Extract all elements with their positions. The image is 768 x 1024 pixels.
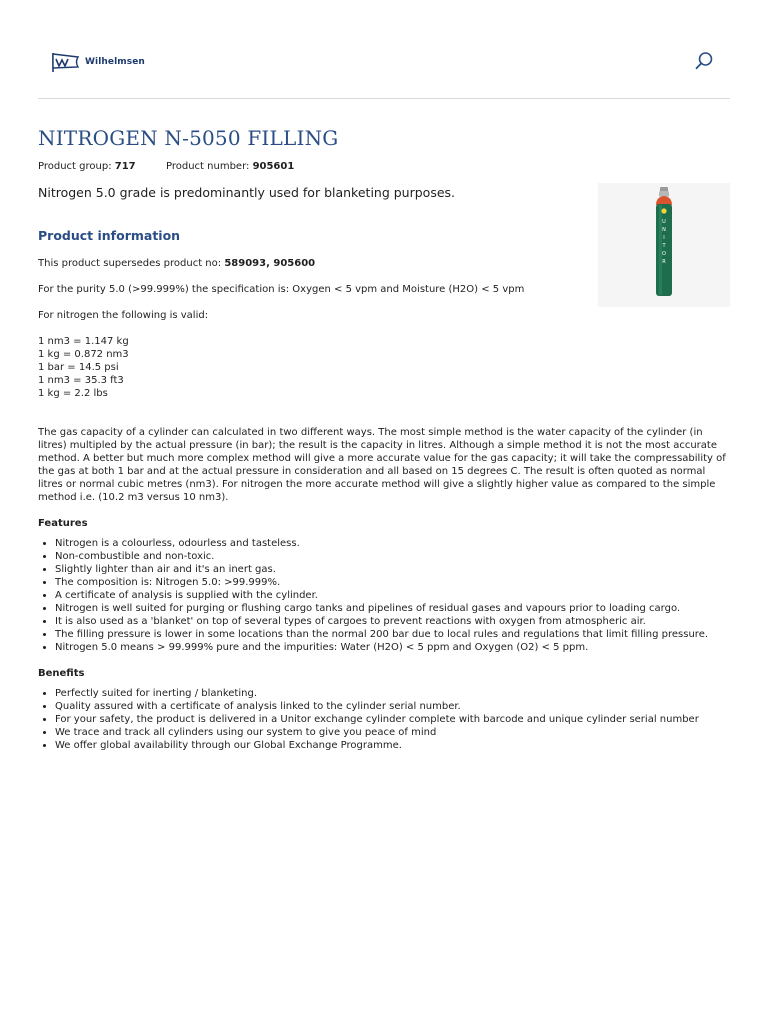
product-group-value: 717 (114, 161, 136, 172)
supersedes-label: This product supersedes product no: (38, 258, 222, 269)
list-item: • We offer global availability through our Global Exchange Programme. (55, 739, 730, 752)
valid-intro: For nitrogen the following is valid: (38, 310, 209, 321)
wilhelmsen-flag-icon (51, 51, 81, 73)
list-item: • Nitrogen 5.0 means > 99.999% pure and the impurities: Water (H2O) < 5 ppm and Oxygen (O2) < 5 ppm. (55, 641, 730, 654)
page-title: NITROGEN N-5050 FILLING (38, 126, 339, 150)
supersedes-value: 589093, 905600 (224, 258, 316, 269)
conversion-line: 1 kg = 0.872 nm3 (38, 349, 129, 360)
product-group-label: Product group: (38, 161, 112, 172)
list-item: • Nitrogen is a colourless, odourless and tasteless. (55, 537, 730, 550)
svg-text:R: R (662, 259, 666, 265)
svg-text:I: I (663, 235, 665, 241)
list-item: • Slightly lighter than air and it's an inert gas. (55, 563, 730, 576)
list-item: • We trace and track all cylinders using our system to give you peace of mind (55, 726, 730, 739)
conversion-line: 1 nm3 = 1.147 kg (38, 336, 129, 347)
wilhelmsen-logo[interactable] (51, 50, 145, 74)
benefits-list (38, 687, 730, 752)
capacity-paragraph: The gas capacity of a cylinder can calculated in two different ways. The most simple method is the water capacity of the cylinder (in litres) multipled by the actual pressure (in bar); the result is the capacity in litres. Although a simple method it is not the most accurate method. A better but much more complex method will give a more accurate value for the gas capacity; it will take the compressability of the gas at both 1 bar and at the actual pressure in consideration and all based on 15 degrees C. The result is often quoted as normal litres or normal cubic metres (nm3). For nitrogen the more accurate method will give a slightly higher value as compared to the simple method i.e. (10.2 m3 versus 10 nm3). (38, 427, 726, 503)
svg-text:N: N (662, 227, 666, 233)
list-item: • Quality assured with a certificate of analysis linked to the cylinder serial number. (55, 700, 730, 713)
logo-text: Wilhelmsen (85, 57, 145, 67)
search-icon (694, 51, 714, 71)
product-number-label: Product number: (166, 161, 250, 172)
list-item: • For your safety, the product is delivered in a Unitor exchange cylinder complete with barcode and unique cylinder serial number (55, 713, 730, 726)
list-item: • Nitrogen is well suited for purging or flushing cargo tanks and pipelines of residual gases and vapours prior to loading cargo. (55, 602, 730, 615)
list-item: • Non-combustible and non-toxic. (55, 550, 730, 563)
site-header (38, 44, 730, 99)
product-content (38, 257, 730, 752)
svg-text:U: U (662, 219, 666, 225)
benefits-heading: Benefits (38, 668, 85, 679)
svg-text:T: T (662, 243, 666, 249)
features-list (38, 537, 730, 654)
conversion-line: 1 kg = 2.2 lbs (38, 388, 108, 399)
product-intro: Nitrogen 5.0 grade is predominantly used for blanketing purposes. (38, 185, 456, 200)
product-meta (38, 161, 294, 172)
list-item: • The filling pressure is lower in some locations than the normal 200 bar due to local rules and regulations that limit filling pressure. (55, 628, 730, 641)
search-button[interactable] (694, 51, 714, 71)
conversion-line: 1 bar = 14.5 psi (38, 362, 119, 373)
supersedes-line (38, 257, 730, 270)
svg-text:O: O (662, 251, 666, 257)
list-item: • Perfectly suited for inerting / blanketing. (55, 687, 730, 700)
purity-spec: For the purity 5.0 (>99.999%) the specification is: Oxygen < 5 vpm and Moisture (H2O) < 5 vpm (38, 284, 525, 295)
list-item: • It is also used as a 'blanket' on top of several types of cargoes to prevent reactions with oxygen from atmospheric air. (55, 615, 730, 628)
product-information-heading: Product information (38, 228, 181, 243)
list-item: • A certificate of analysis is supplied with the cylinder. (55, 589, 730, 602)
conversion-line: 1 nm3 = 35.3 ft3 (38, 375, 124, 386)
features-heading: Features (38, 518, 88, 529)
list-item: • The composition is: Nitrogen 5.0: >99.999%. (55, 576, 730, 589)
product-number-value: 905601 (252, 161, 295, 172)
